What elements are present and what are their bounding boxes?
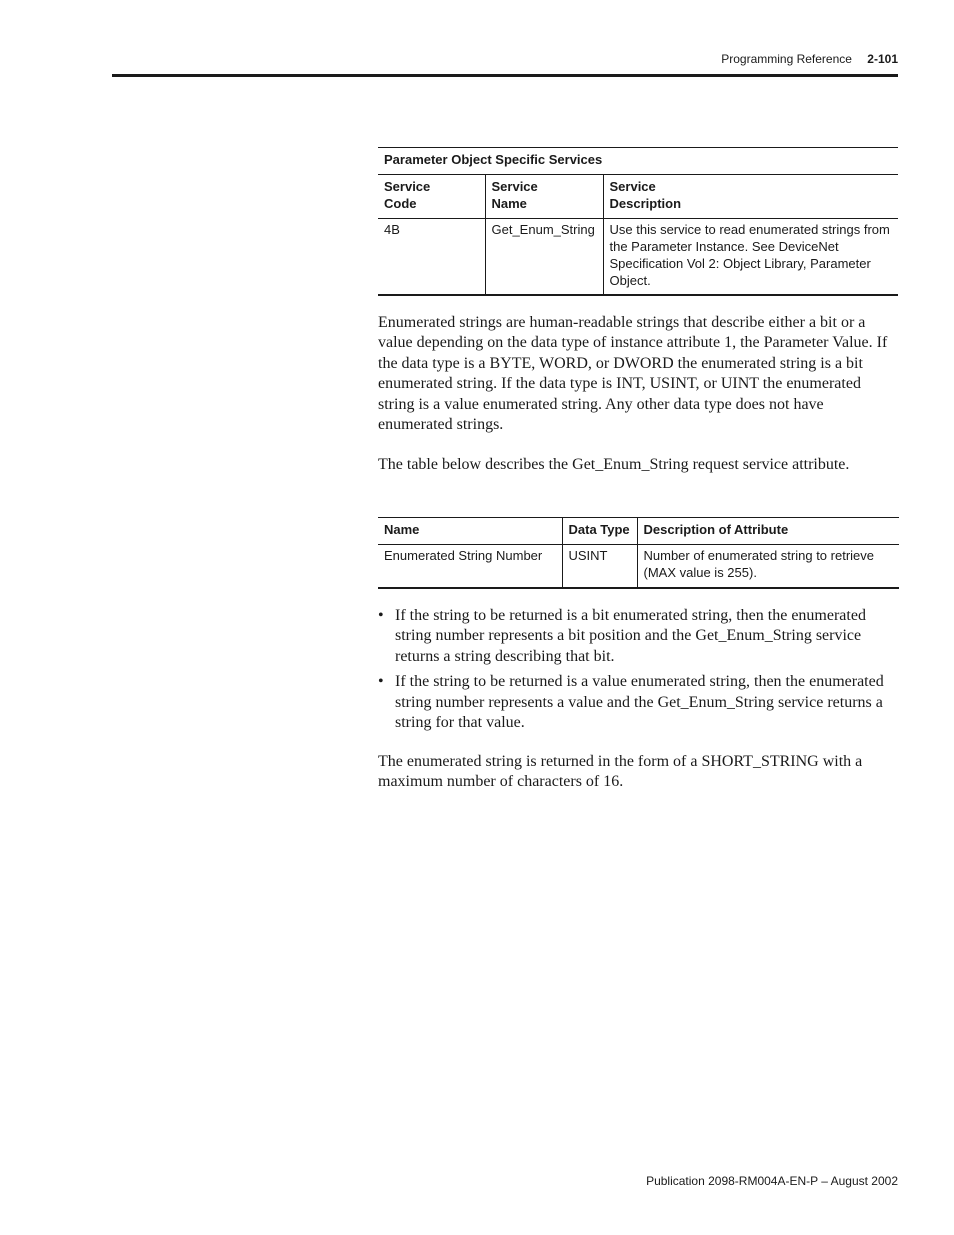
- bullet-list: [378, 606, 898, 738]
- bullet-marker: •: [378, 607, 384, 624]
- header-section-title: Programming Reference: [721, 52, 852, 66]
- paragraph-short-string: The enumerated string is returned in the form of a SHORT_STRING with a maximum number of characters of 16.: [378, 753, 863, 791]
- running-header: [721, 52, 898, 66]
- attribute-table: [378, 517, 899, 589]
- list-item: [378, 672, 898, 733]
- table-caption-row: [378, 148, 898, 175]
- cell-attribute-data-type: USINT: [562, 545, 637, 589]
- paragraph-table-intro: The table below describes the Get_Enum_String request service attribute.: [378, 456, 850, 473]
- table-row: [378, 219, 898, 296]
- table-header-row: [378, 175, 898, 219]
- page-number: 2-101: [867, 52, 898, 66]
- header-rule: [112, 74, 898, 77]
- col-header-description: Description of Attribute: [637, 518, 899, 545]
- publication-footer: Publication 2098-RM004A-EN-P – August 2002: [646, 1174, 898, 1188]
- cell-attribute-name: Enumerated String Number: [378, 545, 562, 589]
- col-header-service-code: Service Code: [378, 175, 485, 219]
- paragraph-enumerated-strings: Enumerated strings are human-readable strings that describe either a bit or a value depending on the data type of instance attribute 1, the Parameter Value. If the data type is a BYTE, WORD, or DWORD the enumerated string is a bit enumerated string. If the data type is INT, USINT, or UINT the enumerated string is a value enumerated string. Any other data type does not have enumerated strings.: [378, 314, 888, 434]
- table-row: [378, 545, 899, 589]
- col-header-service-description: Service Description: [603, 175, 898, 219]
- cell-service-description: Use this service to read enumerated strings from the Parameter Instance. See DeviceNet Specification Vol 2: Object Library, Parameter Object.: [603, 219, 898, 296]
- table-header-row: [378, 518, 899, 545]
- col-header-name: Name: [378, 518, 562, 545]
- cell-service-code: 4B: [378, 219, 485, 296]
- services-table-caption: Parameter Object Specific Services: [378, 148, 898, 175]
- bullet-marker: •: [378, 673, 384, 691]
- services-table: [378, 147, 898, 296]
- bullet-text: If the string to be returned is a bit enumerated string, then the enumerated string number represents a bit position and the Get_Enum_String service returns a string describing that bit.: [395, 607, 866, 665]
- cell-service-name: Get_Enum_String: [485, 219, 603, 296]
- col-header-service-name: Service Name: [485, 175, 603, 219]
- bullet-text: If the string to be returned is a value enumerated string, then the enumerated string number represents a value and the Get_Enum_String service returns a string for that value.: [395, 673, 884, 732]
- col-header-data-type: Data Type: [562, 518, 637, 545]
- cell-attribute-description: Number of enumerated string to retrieve (MAX value is 255).: [637, 545, 899, 589]
- list-item: [378, 606, 898, 667]
